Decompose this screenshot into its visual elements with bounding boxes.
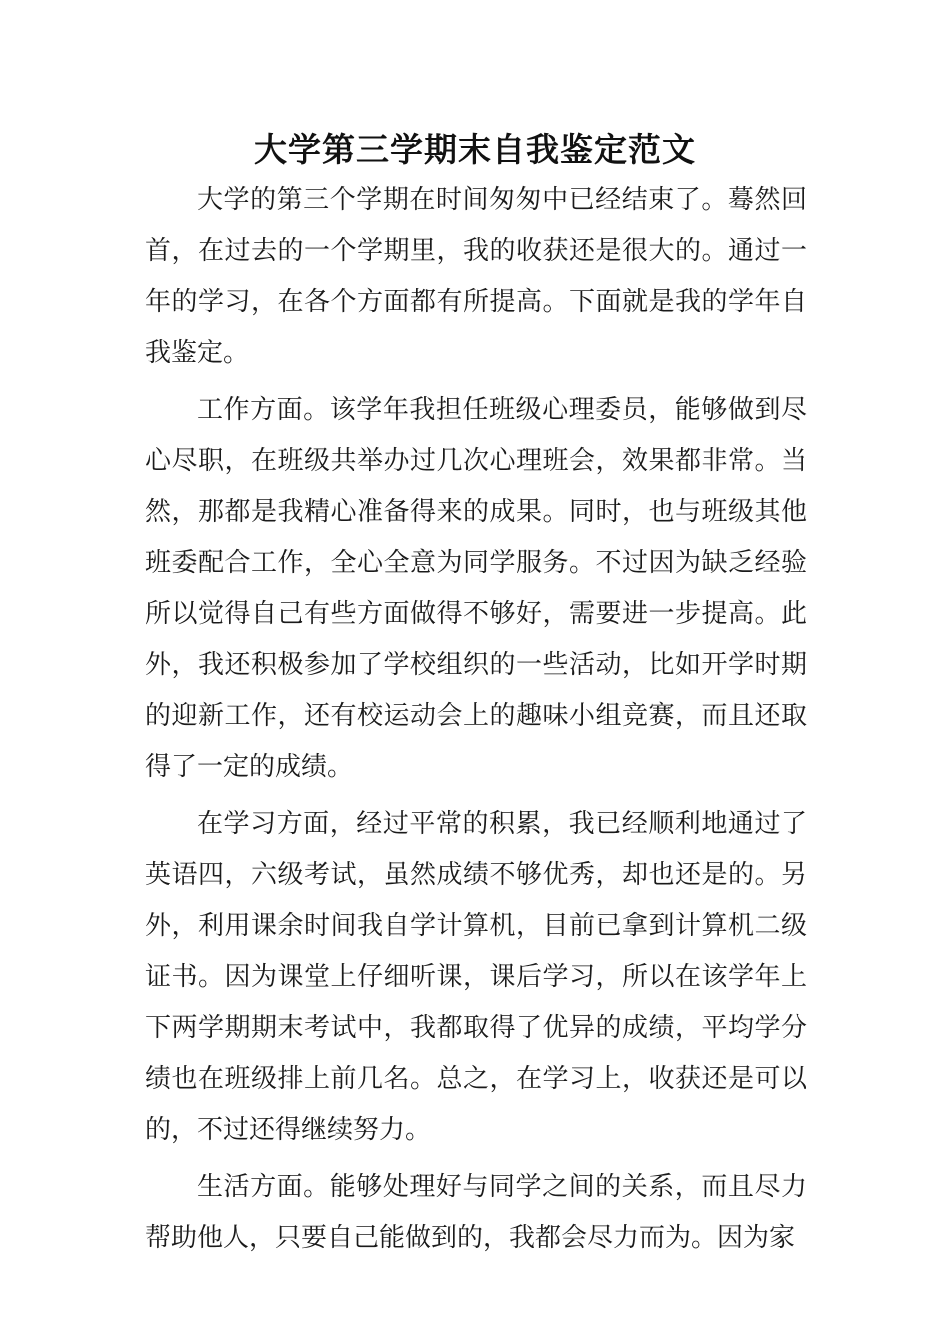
paragraph-intro: 大学的第三个学期在时间匆匆中已经结束了。蓦然回首，在过去的一个学期里，我的收获还是很大的。通过一年的学习，在各个方面都有所提高。下面就是我的学年自我鉴定。: [145, 185, 807, 368]
paragraph-work: 工作方面。该学年我担任班级心理委员，能够做到尽心尽职，在班级共举办过几次心理班会，效果都非常。当然，那都是我精心准备得来的成果。同时，也与班级其他班委配合工作，全心全意为同学服务。不过因为缺乏经验所以觉得自己有些方面做得不够好，需要进一步提高。此外，我还积极参加了学校组织的一些活动，比如开学时期的迎新工作，还有校运动会上的趣味小组竞赛，而且还取得了一定的成绩。: [145, 395, 807, 782]
document-title: 大学第三学期末自我鉴定范文: [254, 130, 696, 169]
document-body: [145, 175, 807, 1270]
paragraph-life: 生活方面。能够处理好与同学之间的关系，而且尽力帮助他人，只要自己能做到的，我都会尽力而为。因为家: [145, 1172, 807, 1253]
paragraph-study: 在学习方面，经过平常的积累，我已经顺利地通过了英语四，六级考试，虽然成绩不够优秀，却也还是的。另外，利用课余时间我自学计算机，目前已拿到计算机二级证书。因为课堂上仔细听课，课后学习，所以在该学年上下两学期期末考试中，我都取得了优异的成绩，平均学分绩也在班级排上前几名。总之，在学习上，收获还是可以的，不过还得继续努力。: [145, 809, 807, 1145]
